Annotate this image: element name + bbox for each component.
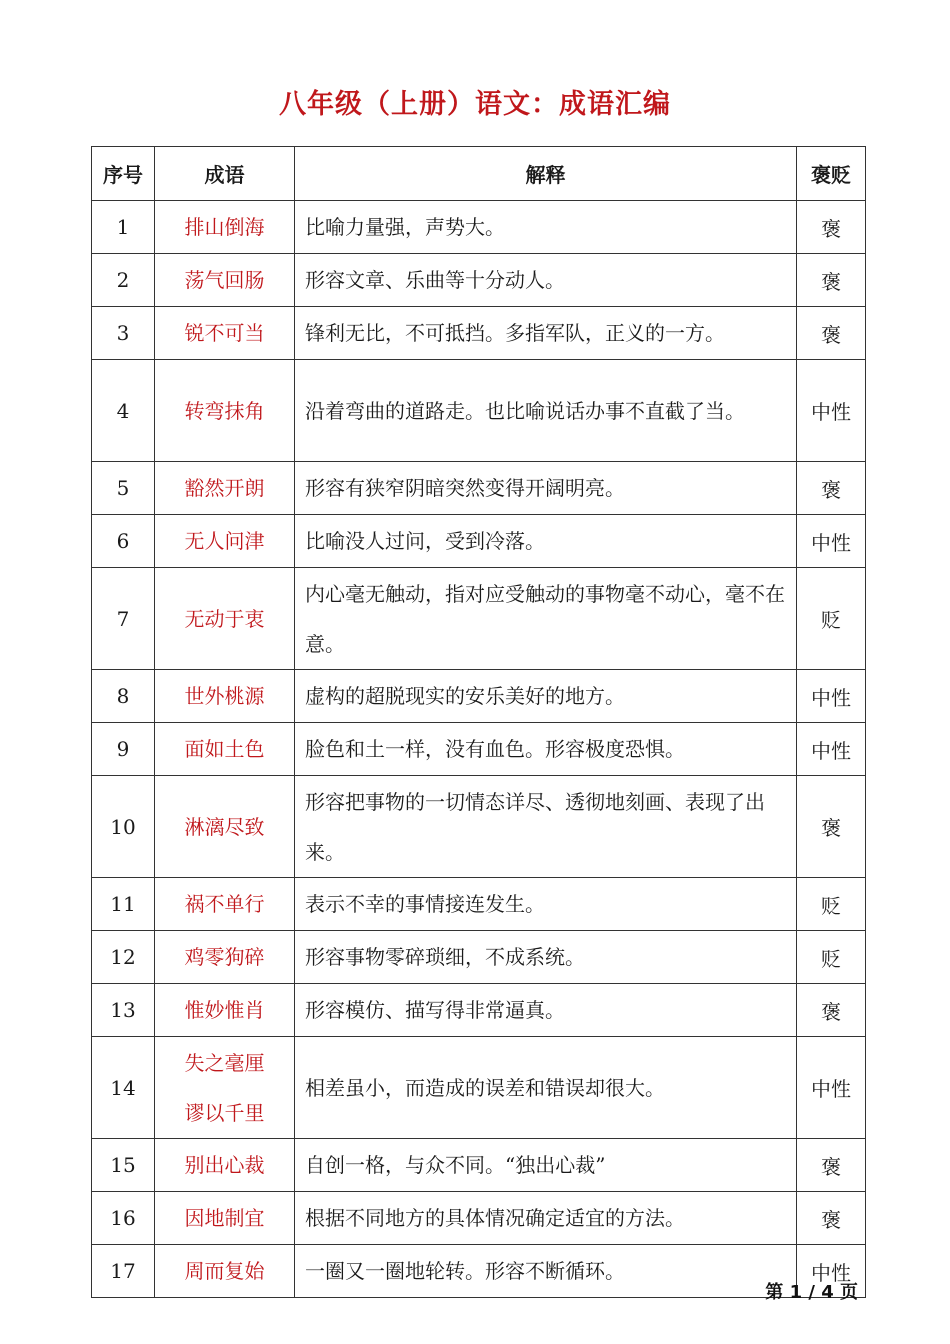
row-idiom: 转弯抹角: [155, 360, 295, 462]
row-tone: 褒: [797, 984, 866, 1037]
row-idiom: 惟妙惟肖: [155, 984, 295, 1037]
row-number: 17: [92, 1245, 155, 1298]
table-row: [92, 984, 866, 1037]
row-number: 2: [92, 254, 155, 307]
row-idiom: 无人问津: [155, 515, 295, 568]
table-row: [92, 931, 866, 984]
table-row: [92, 723, 866, 776]
row-number: 8: [92, 670, 155, 723]
row-tone: 褒: [797, 254, 866, 307]
row-explanation: 形容有狭窄阴暗突然变得开阔明亮。: [295, 462, 797, 515]
row-tone: 褒: [797, 776, 866, 878]
row-number: 6: [92, 515, 155, 568]
row-idiom: 祸不单行: [155, 878, 295, 931]
row-tone: 褒: [797, 1139, 866, 1192]
row-idiom: 失之毫厘谬以千里: [155, 1037, 295, 1139]
row-number: 1: [92, 201, 155, 254]
row-tone: 贬: [797, 878, 866, 931]
row-number: 5: [92, 462, 155, 515]
row-tone: 贬: [797, 568, 866, 670]
row-explanation: 脸色和土一样，没有血色。形容极度恐惧。: [295, 723, 797, 776]
row-tone: 中性: [797, 1245, 866, 1298]
table-row: [92, 568, 866, 670]
row-explanation: 形容事物零碎琐细，不成系统。: [295, 931, 797, 984]
table-row: [92, 776, 866, 878]
table-row: [92, 1037, 866, 1139]
row-number: 11: [92, 878, 155, 931]
row-number: 9: [92, 723, 155, 776]
row-number: 12: [92, 931, 155, 984]
row-tone: 中性: [797, 1037, 866, 1139]
header-idiom: 成语: [155, 147, 295, 201]
row-idiom: 荡气回肠: [155, 254, 295, 307]
row-idiom: 无动于衷: [155, 568, 295, 670]
row-idiom: 面如土色: [155, 723, 295, 776]
row-number: 3: [92, 307, 155, 360]
row-idiom: 因地制宜: [155, 1192, 295, 1245]
row-explanation: 沿着弯曲的道路走。也比喻说话办事不直截了当。: [295, 360, 797, 462]
table-row: [92, 360, 866, 462]
row-explanation: 内心毫无触动，指对应受触动的事物毫不动心，毫不在意。: [295, 568, 797, 670]
row-explanation: 表示不幸的事情接连发生。: [295, 878, 797, 931]
row-tone: 褒: [797, 201, 866, 254]
row-explanation: 比喻力量强，声势大。: [295, 201, 797, 254]
row-number: 10: [92, 776, 155, 878]
row-explanation: 虚构的超脱现实的安乐美好的地方。: [295, 670, 797, 723]
row-explanation: 比喻没人过问，受到冷落。: [295, 515, 797, 568]
row-tone: 褒: [797, 1192, 866, 1245]
table-row: [92, 1192, 866, 1245]
row-tone: 中性: [797, 670, 866, 723]
header-tone: 褒贬: [797, 147, 866, 201]
row-explanation: 相差虽小，而造成的误差和错误却很大。: [295, 1037, 797, 1139]
row-idiom: 周而复始: [155, 1245, 295, 1298]
row-number: 16: [92, 1192, 155, 1245]
table-row: [92, 254, 866, 307]
row-number: 7: [92, 568, 155, 670]
table-row: [92, 462, 866, 515]
row-tone: 中性: [797, 360, 866, 462]
table-row: [92, 878, 866, 931]
row-idiom: 别出心裁: [155, 1139, 295, 1192]
table-row: [92, 201, 866, 254]
row-number: 15: [92, 1139, 155, 1192]
row-idiom: 豁然开朗: [155, 462, 295, 515]
row-tone: 褒: [797, 462, 866, 515]
row-idiom: 排山倒海: [155, 201, 295, 254]
row-number: 14: [92, 1037, 155, 1139]
page-title: 八年级（上册）语文：成语汇编: [279, 89, 671, 120]
row-tone: 贬: [797, 931, 866, 984]
row-idiom: 淋漓尽致: [155, 776, 295, 878]
table-header-row: [92, 147, 866, 201]
header-explanation: 解释: [295, 147, 797, 201]
header-number: 序号: [92, 147, 155, 201]
row-idiom: 世外桃源: [155, 670, 295, 723]
row-idiom: 鸡零狗碎: [155, 931, 295, 984]
table-row: [92, 515, 866, 568]
row-explanation: 形容文章、乐曲等十分动人。: [295, 254, 797, 307]
row-number: 13: [92, 984, 155, 1037]
table-row: [92, 670, 866, 723]
row-explanation: 自创一格，与众不同。“独出心裁”: [295, 1139, 797, 1192]
row-explanation: 锋利无比，不可抵挡。多指军队，正义的一方。: [295, 307, 797, 360]
row-tone: 中性: [797, 515, 866, 568]
row-explanation: 形容把事物的一切情态详尽、透彻地刻画、表现了出来。: [295, 776, 797, 878]
page-number: 第 1 / 4 页: [765, 1282, 858, 1303]
row-tone: 中性: [797, 723, 866, 776]
row-explanation: 一圈又一圈地轮转。形容不断循环。: [295, 1245, 797, 1298]
row-tone: 褒: [797, 307, 866, 360]
row-number: 4: [92, 360, 155, 462]
row-explanation: 根据不同地方的具体情况确定适宜的方法。: [295, 1192, 797, 1245]
table-row: [92, 1245, 866, 1298]
idiom-table: [91, 146, 866, 1298]
table-row: [92, 1139, 866, 1192]
table-row: [92, 307, 866, 360]
row-idiom: 锐不可当: [155, 307, 295, 360]
row-explanation: 形容模仿、描写得非常逼真。: [295, 984, 797, 1037]
